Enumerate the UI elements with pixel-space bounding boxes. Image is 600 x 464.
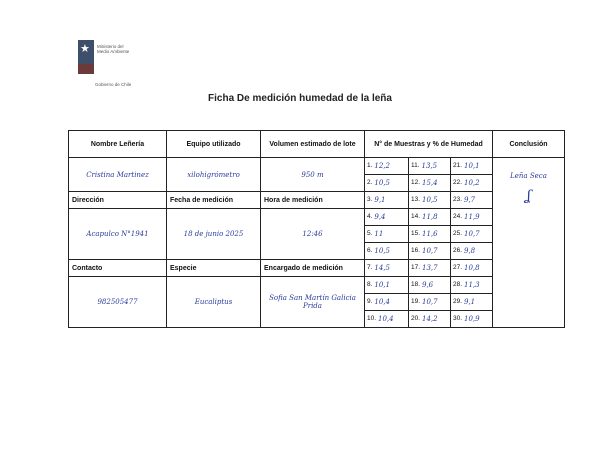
species-value: Eucaliptus — [167, 277, 261, 328]
sample-cell: 6. 10,5 — [365, 243, 409, 260]
header-name: Nombre Leñería — [69, 131, 167, 158]
sample-cell: 12. 15,4 — [409, 175, 451, 192]
sample-cell: 22. 10,2 — [451, 175, 493, 192]
conclusion-cell — [493, 158, 565, 328]
sample-cell: 16. 10,7 — [409, 243, 451, 260]
sample-cell: 5. 11 — [365, 226, 409, 243]
time-value: 12:46 — [261, 209, 365, 260]
equipment-value: xilohigrómetro — [167, 158, 261, 192]
sample-cell: 1. 12,2 — [365, 158, 409, 175]
sample-cell: 28. 11,3 — [451, 277, 493, 294]
header-equipment: Equipo utilizado — [167, 131, 261, 158]
volume-value: 950 m — [261, 158, 365, 192]
sample-cell: 15. 11,6 — [409, 226, 451, 243]
sample-cell: 10. 10,4 — [365, 311, 409, 328]
page-title: Ficha De medición humedad de la leña — [208, 93, 392, 104]
label-responsible: Encargado de medición — [261, 260, 365, 277]
label-contact: Contacto — [69, 260, 167, 277]
sample-cell: 13. 10,5 — [409, 192, 451, 209]
label-address: Dirección — [69, 192, 167, 209]
sample-cell: 30. 10,9 — [451, 311, 493, 328]
label-date: Fecha de medición — [167, 192, 261, 209]
conclusion-value: Leña Seca — [510, 172, 547, 180]
sample-cell: 3. 9,1 — [365, 192, 409, 209]
date-value: 18 de junio 2025 — [167, 209, 261, 260]
sample-cell: 14. 11,8 — [409, 209, 451, 226]
sample-cell: 27. 10,8 — [451, 260, 493, 277]
label-time: Hora de medición — [261, 192, 365, 209]
header-conclusion: Conclusión — [493, 131, 565, 158]
sample-cell: 26. 9,8 — [451, 243, 493, 260]
sample-cell: 25. 10,7 — [451, 226, 493, 243]
star-icon: ★ — [80, 43, 90, 55]
sample-cell: 21. 10,1 — [451, 158, 493, 175]
contact-value: 982505477 — [69, 277, 167, 328]
sample-cell: 11. 13,5 — [409, 158, 451, 175]
sample-cell: 20. 14,2 — [409, 311, 451, 328]
ministry-logo — [78, 40, 132, 90]
header-samples: N° de Muestras y % de Humedad — [365, 131, 493, 158]
responsible-value: Sofia San Martín Galicia Prida — [261, 277, 365, 328]
sample-cell: 4. 9,4 — [365, 209, 409, 226]
sample-cell: 19. 10,7 — [409, 294, 451, 311]
name-value: Cristina Martinez — [69, 158, 167, 192]
sample-cell: 2. 10,5 — [365, 175, 409, 192]
sample-cell: 24. 11,9 — [451, 209, 493, 226]
sample-cell: 8. 10,1 — [365, 277, 409, 294]
sample-cell: 7. 14,5 — [365, 260, 409, 277]
sample-cell: 9. 10,4 — [365, 294, 409, 311]
signature-mark: ʆ — [526, 188, 531, 204]
header-volume: Volumen estimado de lote — [261, 131, 365, 158]
address-value: Acapulco N°1941 — [69, 209, 167, 260]
ministry-name: Ministerio del Medio Ambiente — [97, 44, 130, 54]
sample-cell: 18. 9,6 — [409, 277, 451, 294]
measurement-form-table — [68, 130, 565, 328]
government-name: Gobierno de Chile — [95, 82, 132, 87]
shield-red-band — [78, 64, 94, 74]
sample-cell: 17. 13,7 — [409, 260, 451, 277]
sample-cell: 29. 9,1 — [451, 294, 493, 311]
label-species: Especie — [167, 260, 261, 277]
sample-cell: 23. 9,7 — [451, 192, 493, 209]
